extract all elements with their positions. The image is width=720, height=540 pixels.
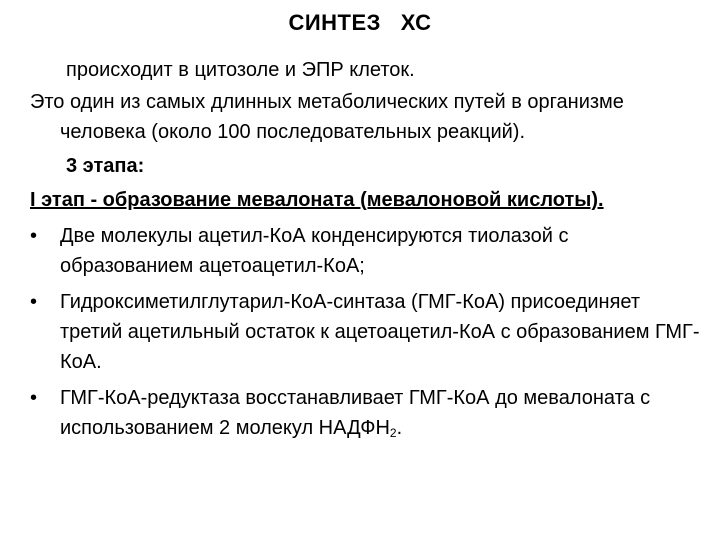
subscript-2: 2 [389, 426, 397, 440]
bullet-text: Две молекулы ацетил-КоА конденсируются тиолазой с образованием ацетоацетил-КоА; [60, 225, 569, 277]
bullet-icon: • [30, 291, 38, 313]
description-text: Это один из самых длинных метаболических путей в организме человека (около 100 последовательных реакций). [30, 91, 624, 143]
slide-title: СИНТЕЗ ХС [288, 10, 432, 35]
bullet-item [30, 287, 700, 377]
bullet-icon: • [30, 387, 38, 409]
bullet-text-end: . [396, 417, 403, 439]
intro-text: происходит в цитозоле и ЭПР клеток. [66, 59, 415, 81]
slide-content [30, 55, 700, 449]
bullet-icon: • [30, 225, 38, 247]
bullet-item [30, 383, 700, 443]
stage-1-heading: I этап - образование мевалоната (мевалоновой кислоты). [30, 189, 604, 211]
bullet-item [30, 221, 700, 281]
stages-label: 3 этапа: [66, 155, 145, 177]
bullet-text [60, 387, 650, 439]
bullet-text: Гидроксиметилглутарил-КоА-синтаза (ГМГ-КоА) присоединяет третий ацетильный остаток к ацетоацетил-КоА с образованием ГМГ-КоА. [60, 291, 700, 373]
bullet-text-main: ГМГ-КоА-редуктаза восстанавливает ГМГ-КоА до мевалоната с использованием 2 молекул НАДФН [60, 387, 651, 439]
